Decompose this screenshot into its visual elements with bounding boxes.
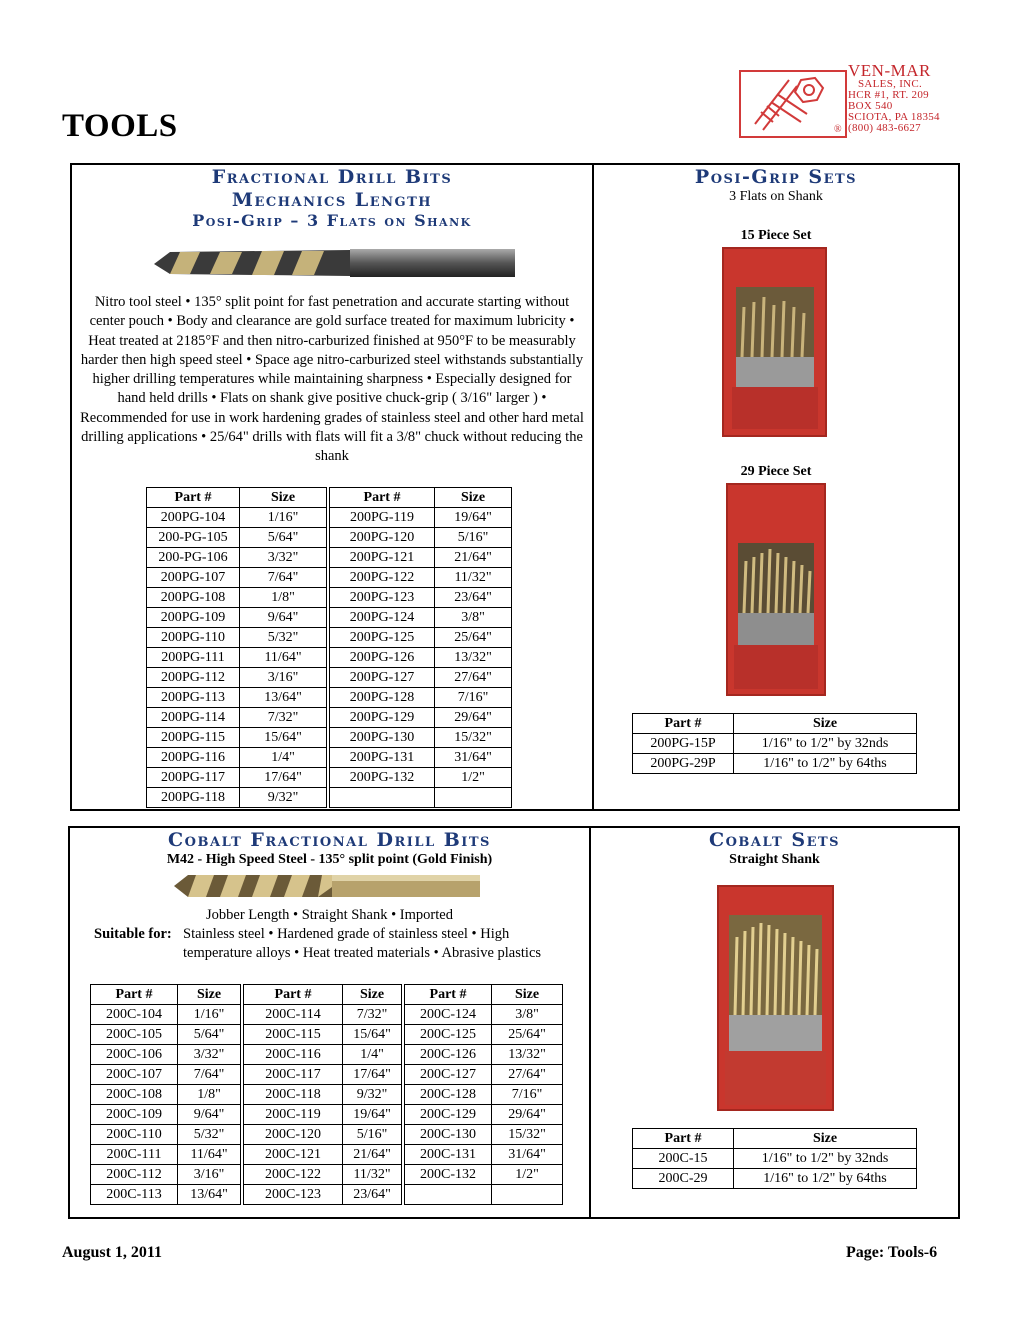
size-cell: 7/16" [435, 688, 512, 708]
cobalt-sets-heading: Cobalt Sets [708, 829, 841, 851]
part-number-cell: 200PG-29P [633, 754, 734, 774]
size-cell: 27/64" [492, 1065, 563, 1085]
drill-case-15-image [722, 247, 827, 437]
part-number-cell: 200C-114 [244, 1005, 343, 1025]
size-cell: 19/64" [343, 1105, 402, 1125]
size-cell: 11/32" [435, 568, 512, 588]
table-row [147, 668, 512, 688]
col-part: Part # [633, 1129, 734, 1149]
company-line: HCR #1, RT. 209 [848, 89, 929, 101]
suitable-label: Suitable for: [94, 926, 172, 942]
company-line: SCIOTA, PA 18354 [848, 111, 940, 123]
company-name: VEN-MAR [848, 61, 931, 80]
fractional-subheading: Mechanics Length [231, 189, 433, 211]
part-number-cell: 200PG-117 [147, 768, 240, 788]
size-cell: 9/32" [343, 1085, 402, 1105]
fractional-posigrip-heading: Posi-Grip – 3 Flats on Shank [192, 211, 472, 230]
part-number-cell: 200C-29 [633, 1169, 734, 1189]
drill-case-29-image [726, 483, 826, 696]
part-number-cell: 200PG-131 [330, 748, 435, 768]
table-row [147, 748, 512, 768]
table-row [147, 728, 512, 748]
part-number-cell: 200PG-109 [147, 608, 240, 628]
table-row [633, 1149, 917, 1169]
part-number-cell: 200C-127 [405, 1065, 492, 1085]
cobalt-parts-table [90, 984, 563, 1205]
part-number-cell: 200PG-107 [147, 568, 240, 588]
size-cell: 3/32" [240, 548, 327, 568]
table-row [147, 768, 512, 788]
company-line: (800) 483-6627 [848, 122, 921, 134]
part-number-cell: 200C-15 [633, 1149, 734, 1169]
size-cell: 1/2" [435, 768, 512, 788]
col-part: Part # [147, 488, 240, 508]
size-cell: 17/64" [343, 1065, 402, 1085]
set29-label: 29 Piece Set [740, 464, 812, 479]
page-title: TOOLS [62, 108, 178, 144]
table-row [91, 1145, 563, 1165]
size-cell: 21/64" [435, 548, 512, 568]
part-number-cell: 200PG-113 [147, 688, 240, 708]
part-number-cell: 200C-120 [244, 1125, 343, 1145]
part-number-cell: 200PG-104 [147, 508, 240, 528]
part-number-cell: 200C-121 [244, 1145, 343, 1165]
col-part: Part # [633, 714, 734, 734]
size-cell: 25/64" [492, 1025, 563, 1045]
size-cell: 1/16" to 1/2" by 64ths [734, 1169, 917, 1189]
part-number-cell: 200C-126 [405, 1045, 492, 1065]
size-cell: 13/64" [178, 1185, 241, 1205]
cobalt-drill-image [172, 867, 484, 905]
part-number-cell: 200C-128 [405, 1085, 492, 1105]
size-cell: 29/64" [492, 1105, 563, 1125]
size-cell: 1/16" to 1/2" by 64ths [734, 754, 917, 774]
table-row [147, 688, 512, 708]
part-number-cell: 200PG-124 [330, 608, 435, 628]
part-number-cell: 200C-110 [91, 1125, 178, 1145]
cobalt-sets-table [632, 1128, 917, 1189]
size-cell: 21/64" [343, 1145, 402, 1165]
part-number-cell: 200PG-120 [330, 528, 435, 548]
size-cell [435, 788, 512, 808]
col-size: Size [343, 985, 402, 1005]
size-cell: 9/64" [240, 608, 327, 628]
col-size: Size [492, 985, 563, 1005]
part-number-cell: 200PG-116 [147, 748, 240, 768]
table-row [633, 734, 917, 754]
part-number-cell: 200PG-15P [633, 734, 734, 754]
table-header-row [633, 1129, 917, 1149]
size-cell: 1/4" [343, 1045, 402, 1065]
part-number-cell: 200PG-119 [330, 508, 435, 528]
fractional-heading: Fractional Drill Bits [211, 166, 453, 188]
size-cell: 7/16" [492, 1085, 563, 1105]
part-number-cell: 200PG-130 [330, 728, 435, 748]
part-number-cell: 200PG-115 [147, 728, 240, 748]
size-cell: 11/32" [343, 1165, 402, 1185]
size-cell: 1/16" to 1/2" by 32nds [734, 1149, 917, 1169]
size-cell: 3/8" [492, 1005, 563, 1025]
part-number-cell: 200C-107 [91, 1065, 178, 1085]
cobalt-line1: Jobber Length • Straight Shank • Imported [206, 907, 453, 923]
size-cell: 17/64" [240, 768, 327, 788]
posigrip-sets-heading: Posi-Grip Sets [694, 166, 858, 188]
part-number-cell: 200C-112 [91, 1165, 178, 1185]
cobalt-sets-sub: Straight Shank [729, 852, 820, 867]
size-cell: 3/16" [240, 668, 327, 688]
fractional-description: Nitro tool steel • 135° split point for fast penetration and accurate starting without center pouch • Body and clearance are gold surface treated for maximum lubricity • Heat treated at 2185°F and then nitro-carburized finished at 950°F to be measurably harder then high speed steel • Space age nitro-carburized steel withstands substantially higher drilling temperatures while maintaining sharpness • Especially designed for hand held drills • Flats on shank give positive chuck-grip ( 3/16" larger ) • Recommended for use in work hardening grades of stainless steel and other hard metal drilling applications • 25/64" drills with flats will fit a 3/8" chuck without reducing the shank [80, 294, 584, 465]
size-cell: 5/64" [178, 1025, 241, 1045]
col-part: Part # [91, 985, 178, 1005]
col-part: Part # [405, 985, 492, 1005]
company-line: SALES, INC. [858, 78, 923, 90]
size-cell: 11/64" [178, 1145, 241, 1165]
size-cell: 5/16" [435, 528, 512, 548]
size-cell: 15/32" [492, 1125, 563, 1145]
size-cell: 9/32" [240, 788, 327, 808]
part-number-cell: 200C-123 [244, 1185, 343, 1205]
part-number-cell: 200C-130 [405, 1125, 492, 1145]
part-number-cell: 200PG-129 [330, 708, 435, 728]
table-header-row [147, 488, 512, 508]
part-number-cell: 200C-116 [244, 1045, 343, 1065]
size-cell: 5/32" [240, 628, 327, 648]
part-number-cell: 200PG-132 [330, 768, 435, 788]
size-cell: 23/64" [435, 588, 512, 608]
size-cell [492, 1185, 563, 1205]
table-row [91, 1185, 563, 1205]
part-number-cell: 200C-108 [91, 1085, 178, 1105]
part-number-cell: 200PG-125 [330, 628, 435, 648]
size-cell: 7/64" [240, 568, 327, 588]
bolt-logo-icon [741, 72, 845, 136]
table-row [147, 788, 512, 808]
posigrip-sets-table [632, 713, 917, 774]
company-logo [739, 70, 847, 138]
part-number-cell: 200PG-121 [330, 548, 435, 568]
size-cell: 11/64" [240, 648, 327, 668]
size-cell: 7/64" [178, 1065, 241, 1085]
table-row [147, 528, 512, 548]
table-header-row [633, 714, 917, 734]
size-cell: 5/16" [343, 1125, 402, 1145]
size-cell: 1/16" [178, 1005, 241, 1025]
part-number-cell: 200C-111 [91, 1145, 178, 1165]
size-cell: 1/16" to 1/2" by 32nds [734, 734, 917, 754]
col-size: Size [178, 985, 241, 1005]
part-number-cell: 200PG-108 [147, 588, 240, 608]
part-number-cell: 200PG-111 [147, 648, 240, 668]
col-size: Size [734, 1129, 917, 1149]
col-size: Size [240, 488, 327, 508]
part-number-cell: 200C-129 [405, 1105, 492, 1125]
size-cell: 15/64" [240, 728, 327, 748]
part-number-cell: 200PG-126 [330, 648, 435, 668]
registered-mark: ® [834, 124, 842, 135]
col-size: Size [435, 488, 512, 508]
col-size: Size [734, 714, 917, 734]
cobalt-case-image [717, 885, 834, 1111]
part-number-cell: 200C-105 [91, 1025, 178, 1045]
table-row [91, 1065, 563, 1085]
company-line: BOX 540 [848, 100, 893, 112]
part-number-cell: 200PG-118 [147, 788, 240, 808]
size-cell: 15/32" [435, 728, 512, 748]
panel-divider [592, 163, 594, 811]
part-number-cell: 200C-104 [91, 1005, 178, 1025]
size-cell: 1/4" [240, 748, 327, 768]
cobalt-sub: M42 - High Speed Steel - 135° split point (Gold Finish) [166, 852, 493, 867]
size-cell: 5/32" [178, 1125, 241, 1145]
size-cell: 13/32" [492, 1045, 563, 1065]
table-header-row [91, 985, 563, 1005]
size-cell: 3/8" [435, 608, 512, 628]
table-row [147, 708, 512, 728]
part-number-cell: 200PG-110 [147, 628, 240, 648]
table-row [91, 1105, 563, 1125]
part-number-cell: 200C-113 [91, 1185, 178, 1205]
drill-bit-image [150, 240, 520, 282]
table-row [147, 508, 512, 528]
size-cell: 31/64" [492, 1145, 563, 1165]
col-part: Part # [330, 488, 435, 508]
table-row [91, 1025, 563, 1045]
part-number-cell: 200C-122 [244, 1165, 343, 1185]
company-info [848, 62, 940, 134]
size-cell: 1/2" [492, 1165, 563, 1185]
table-row [91, 1045, 563, 1065]
table-row [633, 1169, 917, 1189]
size-cell: 13/32" [435, 648, 512, 668]
size-cell: 13/64" [240, 688, 327, 708]
part-number-cell: 200-PG-106 [147, 548, 240, 568]
part-number-cell [405, 1185, 492, 1205]
table-row [91, 1125, 563, 1145]
cobalt-heading: Cobalt Fractional Drill Bits [168, 829, 491, 851]
part-number-cell: 200C-124 [405, 1005, 492, 1025]
size-cell: 25/64" [435, 628, 512, 648]
part-number-cell: 200PG-114 [147, 708, 240, 728]
size-cell: 3/16" [178, 1165, 241, 1185]
part-number-cell: 200PG-122 [330, 568, 435, 588]
part-number-cell: 200PG-123 [330, 588, 435, 608]
part-number-cell: 200C-118 [244, 1085, 343, 1105]
size-cell: 1/16" [240, 508, 327, 528]
part-number-cell: 200PG-127 [330, 668, 435, 688]
suitable-text: Stainless steel • Hardened grade of stainless steel • High temperature alloys • Heat treated materials • Abrasive plastics [183, 926, 542, 962]
table-row [147, 588, 512, 608]
part-number-cell: 200C-132 [405, 1165, 492, 1185]
part-number-cell: 200PG-112 [147, 668, 240, 688]
size-cell: 1/8" [178, 1085, 241, 1105]
part-number-cell: 200C-109 [91, 1105, 178, 1125]
size-cell: 7/32" [240, 708, 327, 728]
table-row [91, 1005, 563, 1025]
part-number-cell: 200-PG-105 [147, 528, 240, 548]
size-cell: 23/64" [343, 1185, 402, 1205]
part-number-cell: 200PG-128 [330, 688, 435, 708]
size-cell: 7/32" [343, 1005, 402, 1025]
table-row [147, 548, 512, 568]
part-number-cell: 200C-117 [244, 1065, 343, 1085]
part-number-cell: 200C-131 [405, 1145, 492, 1165]
panel-divider [589, 826, 591, 1219]
table-row [147, 648, 512, 668]
size-cell: 19/64" [435, 508, 512, 528]
footer-date: August 1, 2011 [62, 1244, 163, 1261]
table-row [633, 754, 917, 774]
posigrip-sets-sub: 3 Flats on Shank [729, 189, 823, 204]
part-number-cell [330, 788, 435, 808]
size-cell: 3/32" [178, 1045, 241, 1065]
part-number-cell: 200C-125 [405, 1025, 492, 1045]
table-row [147, 628, 512, 648]
size-cell: 1/8" [240, 588, 327, 608]
size-cell: 15/64" [343, 1025, 402, 1045]
table-row [147, 608, 512, 628]
part-number-cell: 200C-119 [244, 1105, 343, 1125]
footer-page: Page: Tools-6 [846, 1244, 938, 1261]
size-cell: 5/64" [240, 528, 327, 548]
table-row [91, 1085, 563, 1105]
size-cell: 27/64" [435, 668, 512, 688]
table-row [91, 1165, 563, 1185]
fractional-parts-table [146, 487, 512, 808]
part-number-cell: 200C-115 [244, 1025, 343, 1045]
size-cell: 31/64" [435, 748, 512, 768]
part-number-cell: 200C-106 [91, 1045, 178, 1065]
size-cell: 29/64" [435, 708, 512, 728]
set15-label: 15 Piece Set [740, 228, 812, 243]
size-cell: 9/64" [178, 1105, 241, 1125]
col-part: Part # [244, 985, 343, 1005]
table-row [147, 568, 512, 588]
